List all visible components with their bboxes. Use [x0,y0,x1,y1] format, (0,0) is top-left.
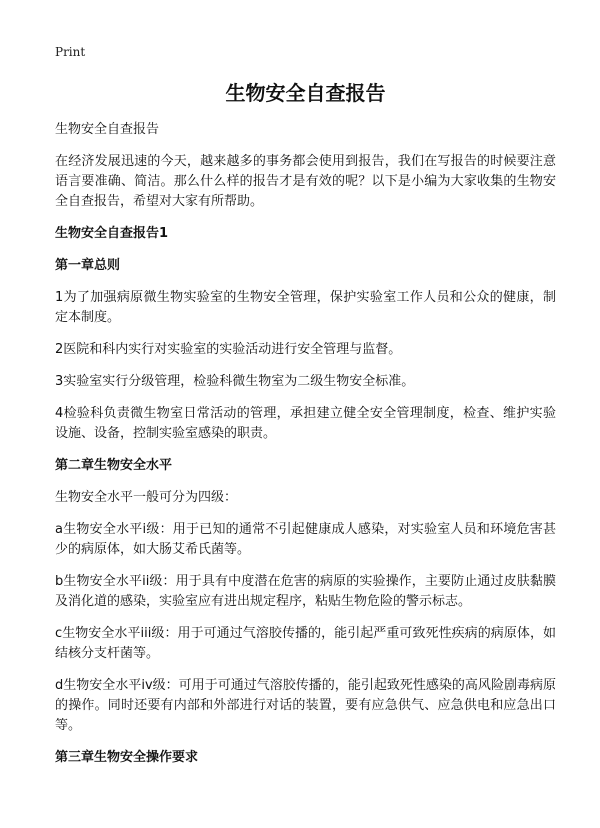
report-heading: 生物安全自查报告1 [55,226,169,241]
biosafety-level-1: a生物安全水平i级：用于已知的通常不引起健康成人感染，对实验室人员和环境危害甚少的病原体，如大肠艾希氏菌等。 [55,522,556,557]
biosafety-level-3: c生物安全水平iii级：用于可通过气溶胶传播的，能引起严重可致死性疾病的病原体，如结核分支杆菌等。 [55,626,556,661]
chapter3-heading: 第三章生物安全操作要求 [55,750,199,765]
print-label[interactable]: Print [55,45,86,59]
chapter2-intro: 生物安全水平一般可分为四级： [55,490,238,505]
chapter1-paragraph-2: 2医院和科内实行对实验室的实验活动进行安全管理与监督。 [55,342,402,357]
chapter1-paragraph-1: 1为了加强病原微生物实验室的生物安全管理，保护实验室工作人员和公众的健康，制定本制度。 [55,290,556,325]
document-title: 生物安全自查报告 [225,81,386,105]
biosafety-level-2: b生物安全水平ii级：用于具有中度潜在危害的病原的实验操作，主要防止通过皮肤黏膜及消化道的感染，实验室应有进出规定程序，粘贴生物危险的警示标志。 [55,574,556,609]
intro-paragraph: 在经济发展迅速的今天，越来越多的事务都会使用到报告，我们在写报告的时候要注意语言要准确、简洁。那么什么样的报告才是有效的呢？以下是小编为大家收集的生物安全自查报告，希望对大家有所帮助。 [55,154,556,209]
chapter2-heading: 第二章生物安全水平 [55,458,173,473]
biosafety-level-4: d生物安全水平iv级：可用于可通过气溶胶传播的，能引起致死性感染的高风险剧毒病原的操作。同时还要有内部和外部进行对话的装置，要有应急供气、应急供电和应急出口等。 [55,678,556,733]
chapter1-paragraph-4: 4检验科负责微生物室日常活动的管理，承担建立健全安全管理制度，检查、维护实验设施、设备，控制实验室感染的职责。 [55,406,556,441]
document-subtitle: 生物安全自查报告 [55,122,160,137]
chapter1-paragraph-3: 3实验室实行分级管理，检验科微生物室为二级生物安全标准。 [55,374,415,389]
chapter1-heading: 第一章总则 [55,258,121,273]
